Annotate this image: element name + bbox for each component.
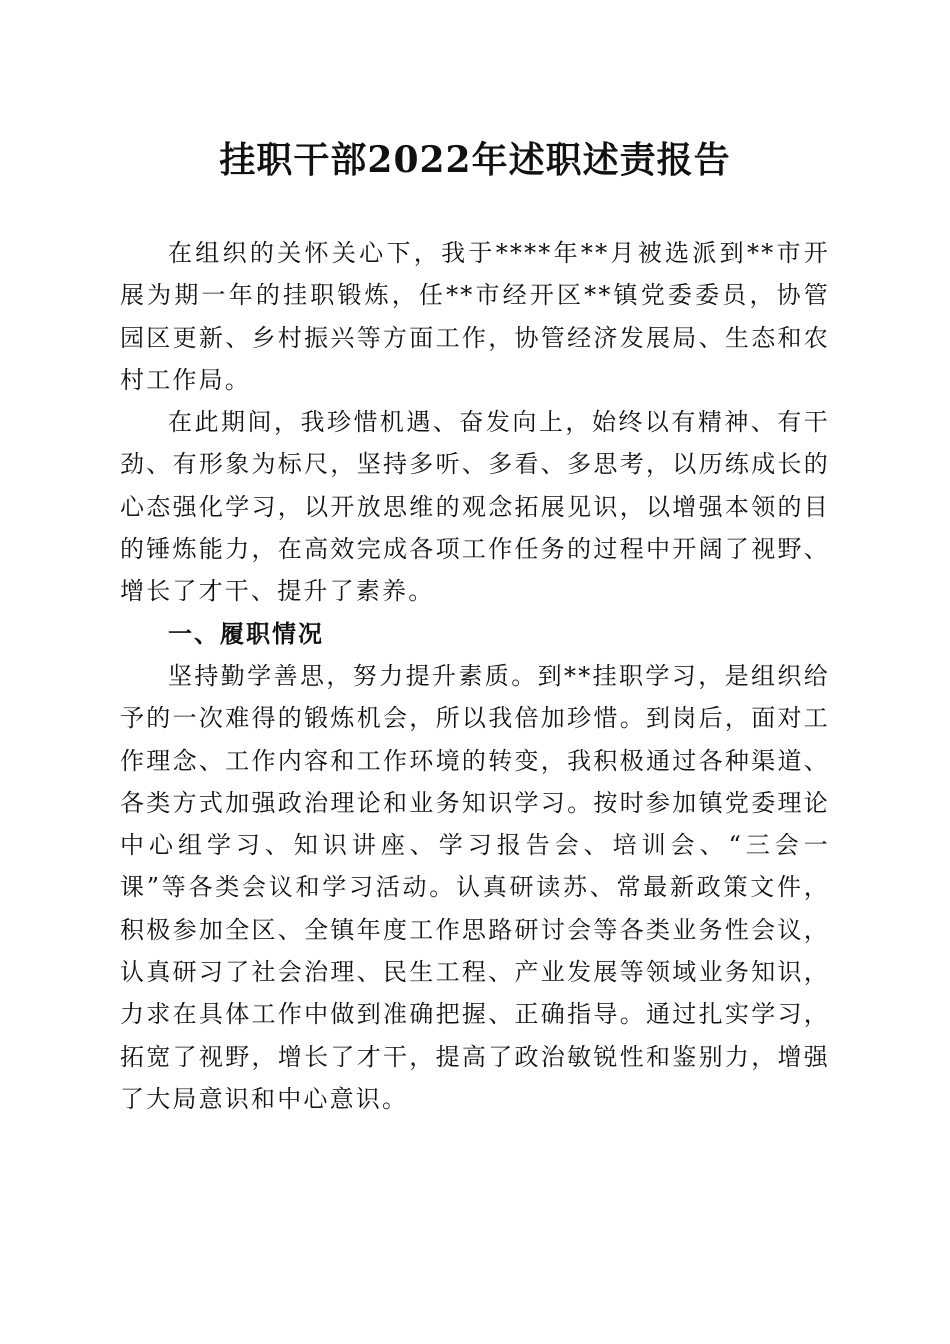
document-title: 挂职干部2022年述职述责报告	[219, 139, 731, 181]
section-paragraph-1: 坚持勤学善思，努力提升素质。到**挂职学习，是组织给予的一次难得的锻炼机会，所以我倍加珍惜。到岗后，面对工作理念、工作内容和工作环境的转变，我积极通过各种渠道、各类方式加强政治理论和业务知识学习。按时参加镇党委理论中心组学习、知识讲座、学习报告会、培训会、“三会一课”等各类会议和学习活动。认真研读苏、常最新政策文件，积极参加全区、全镇年度工作思路研讨会等各类业务性会议，认真研习了社会治理、民生工程、产业发展等领域业务知识，力求在具体工作中做到准确把握、正确指导。通过扎实学习，拓宽了视野，增长了才干，提高了政治敏锐性和鉴别力，增强了大局意识和中心意识。	[120, 661, 830, 1113]
intro-paragraph-1: 在组织的关怀关心下，我于****年**月被选派到**市开展为期一年的挂职锻炼，任**市经开区**镇党委委员，协管园区更新、乡村振兴等方面工作，协管经济发展局、生态和农村工作局。	[120, 239, 830, 394]
section-heading: 一、履职情况	[168, 619, 324, 648]
intro-paragraph-2: 在此期间，我珍惜机遇、奋发向上，始终以有精神、有干劲、有形象为标尺，坚持多听、多看、多思考，以历练成长的心态强化学习，以开放思维的观念拓展见识，以增强本领的目的锤炼能力，在高效完成各项工作任务的过程中开阔了视野、增长了才干、提升了素养。	[120, 408, 830, 606]
document-body	[120, 232, 830, 1120]
